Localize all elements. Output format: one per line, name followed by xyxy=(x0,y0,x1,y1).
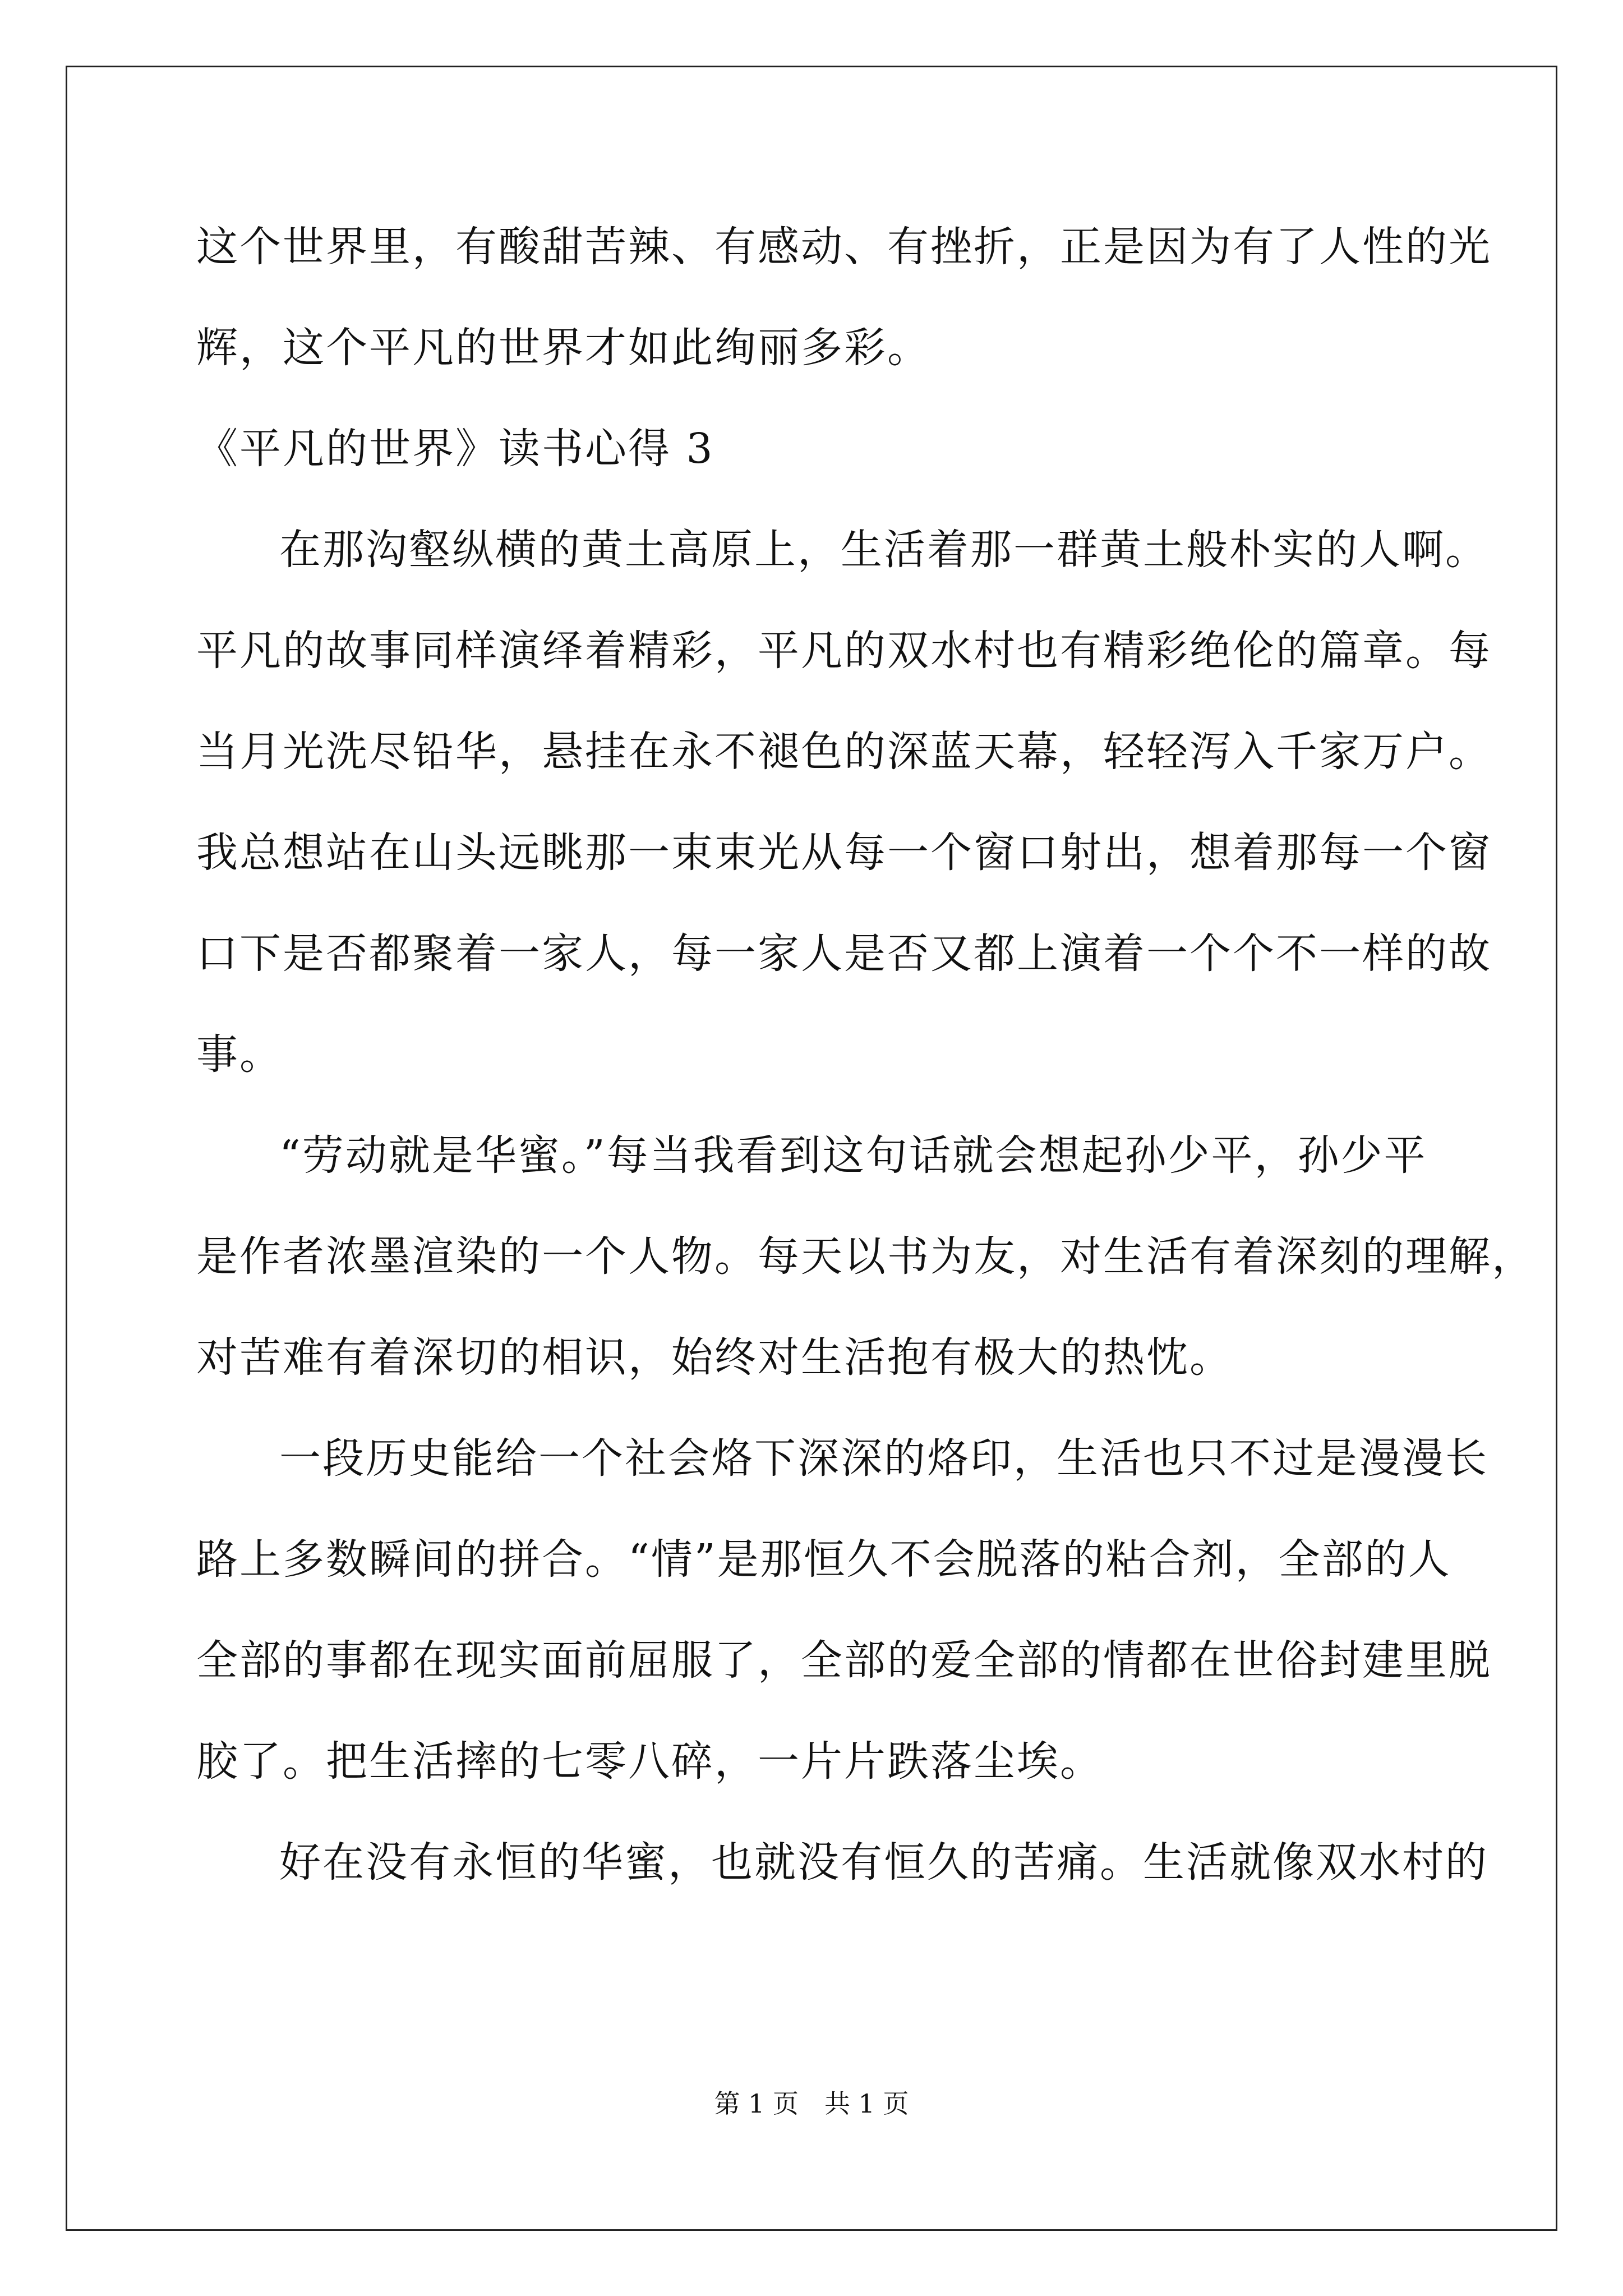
text-line: 辉，这个平凡的世界才如此绚丽多彩。 xyxy=(196,324,930,372)
document-body xyxy=(196,213,1535,1930)
paragraph-start: 在那沟壑纵横的黄土高原上，生活着那一群黄土般朴实的人啊。 xyxy=(279,526,1488,574)
text-line: 口下是否都聚着一家人，每一家人是否又都上演着一个个不一样的故 xyxy=(196,930,1492,978)
paragraph-start: 一段历史能给一个社会烙下深深的烙印，生活也只不过是漫漫长 xyxy=(279,1434,1488,1483)
text-line: 这个世界里，有酸甜苦辣、有感动、有挫折，正是因为有了人性的光 xyxy=(196,223,1492,271)
page-footer: 第 1 页 共 1 页 xyxy=(714,2088,909,2119)
text-line: 路上多数瞬间的拼合。“情”是那恒久不会脱落的粘合剂，全部的人 xyxy=(196,1535,1451,1584)
text-line: 胶了。把生活摔的七零八碎，一片片跌落尘埃。 xyxy=(196,1737,1103,1786)
paragraph-start: 好在没有永恒的华蜜，也就没有恒久的苦痛。生活就像双水村的 xyxy=(279,1838,1488,1887)
text-line: 平凡的故事同样演绎着精彩，平凡的双水村也有精彩绝伦的篇章。每 xyxy=(196,627,1492,675)
text-line: 当月光洗尽铅华，悬挂在永不褪色的深蓝天幕，轻轻泻入千家万户。 xyxy=(196,728,1492,776)
paragraph-start: “劳动就是华蜜。”每当我看到这句话就会想起孙少平，孙少平 xyxy=(279,1131,1427,1180)
section-heading: 《平凡的世界》读书心得 3 xyxy=(196,425,714,473)
text-line: 对苦难有着深切的相识，始终对生活抱有极大的热忱。 xyxy=(196,1333,1233,1382)
text-line: 我总想站在山头远眺那一束束光从每一个窗口射出，想着那每一个窗 xyxy=(196,829,1492,877)
text-line: 全部的事都在现实面前屈服了，全部的爱全部的情都在世俗封建里脱 xyxy=(196,1636,1492,1685)
text-line: 事。 xyxy=(196,1030,283,1079)
text-line: 是作者浓墨渲染的一个人物。每天以书为友，对生活有着深刻的理解， xyxy=(196,1232,1535,1281)
